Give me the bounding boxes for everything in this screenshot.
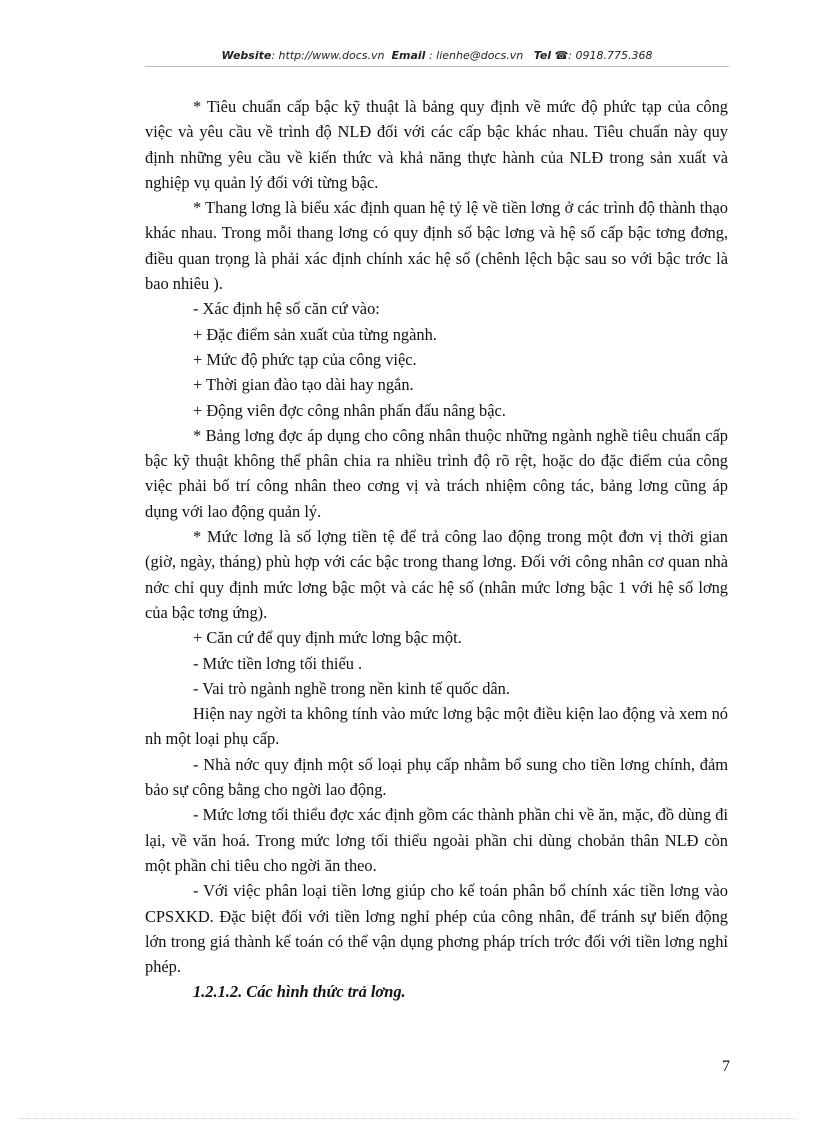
list-item-minimum-wage: - Mức tiền lơng tối thiểu .: [193, 653, 363, 673]
paragraph-salary-scale: * Thang lơng là biểu xác định quan hệ tỷ lệ về tiền lơng ở các trình độ thành thạo khác nhau. Trong mỗi thang lơng có quy định số bậc lơng và hệ số cấp bậc tơng đơng, điều quan trọng là phải xác định chính xác hệ số (chênh lệch bậc sau so với bậc trớc là bao nhiêu ).: [145, 198, 728, 294]
list-item-motivation: + Động viên đợc công nhân phấn đấu nâng bậc.: [193, 400, 506, 420]
telephone-icon: ☎: [554, 49, 569, 62]
page-number: 7: [722, 1058, 730, 1075]
email-label: Email: [391, 49, 426, 62]
section-title: 1.2.1.2. Các hình thức trả lơng.: [193, 982, 406, 1002]
tel-label: Tel: [533, 49, 552, 62]
paragraph-minimum-components: - Mức lơng tối thiểu đợc xác định gồm các thành phần chi về ăn, mặc, đồ dùng đi lại, về văn hoá. Trong mức lơng tối thiểu ngoài phần chi dùng chobản thân NLĐ còn một phần chi tiêu cho ngời ăn theo.: [145, 805, 728, 875]
website-label: Website: [221, 49, 272, 62]
list-item-production: + Đặc điểm sản xuất của từng ngành.: [193, 324, 437, 344]
paragraph-salary-level: * Mức lơng là số lợng tiền tệ để trả công lao động trong một đơn vị thời gian (giờ, ngày, tháng) phù hợp với các bậc trong thang lơng. Đối với công nhân cơ quan nhà nớc chỉ quy định mức lơng bậc một và các hệ số (nhân mức lơng bậc 1 với hệ số lơng của bậc tơng ứng).: [145, 527, 728, 622]
page-bottom-divider: [20, 1118, 796, 1119]
list-item-training: + Thời gian đào tạo dài hay ngắn.: [193, 375, 414, 395]
paragraph-grade-standard: * Tiêu chuẩn cấp bậc kỹ thuật là bảng quy định về mức độ phức tạp của công việc và yêu cầu về trình độ NLĐ đối với các cấp bậc khác nhau. Tiêu chuẩn này quy định những yêu cầu về kiến thức và khả năng thực hành của NLĐ trong sản xuất và nghiệp vụ quản lý đối với từng bậc.: [145, 97, 728, 192]
list-item-complexity: + Mức độ phức tạp của công việc.: [193, 349, 417, 369]
email-value[interactable]: : lienhe@docs.vn: [428, 49, 524, 62]
page-header: [145, 46, 729, 67]
paragraph-classification: - Với việc phân loại tiền lơng giúp cho kế toán phân bổ chính xác tiền lơng vào CPSXKD. Đặc biệt đối với tiền lơng nghỉ phép của công nhân, để tránh sự biến động lớn trong giá thành kế toán có thể vận dụng phơng pháp trích trớc đối với tiền lơng nghỉ phép.: [145, 881, 728, 977]
list-item-base-level: + Căn cứ để quy định mức lơng bậc một.: [193, 628, 462, 648]
website-value[interactable]: : http://www.docs.vn: [271, 49, 385, 62]
paragraph-allowances: - Nhà nớc quy định một số loại phụ cấp nhằm bổ sung cho tiền lơng chính, đảm bảo sự công bằng cho ngời lao động.: [145, 754, 728, 800]
tel-value: : 0918.775.368: [568, 49, 653, 62]
paragraph-coefficient-basis: - Xác định hệ số căn cứ vào:: [193, 299, 380, 319]
document-body: [145, 94, 728, 1005]
paragraph-salary-table: * Bảng lơng đợc áp dụng cho công nhân thuộc những ngành nghề tiêu chuẩn cấp bậc kỹ thuật không thể phân chia ra nhiều trình độ rõ rệt, hoặc do đặc điểm của công việc phải bố trí công nhân theo cơng vị và trách nhiệm công tác, bảng lơng cũng áp dụng với lao động quản lý.: [145, 425, 728, 521]
paragraph-current-practice: Hiện nay ngời ta không tính vào mức lơng bậc một điều kiện lao động và xem nó nh một loại phụ cấp.: [145, 704, 728, 749]
list-item-industry-role: - Vai trò ngành nghề trong nền kinh tế quốc dân.: [193, 678, 510, 698]
